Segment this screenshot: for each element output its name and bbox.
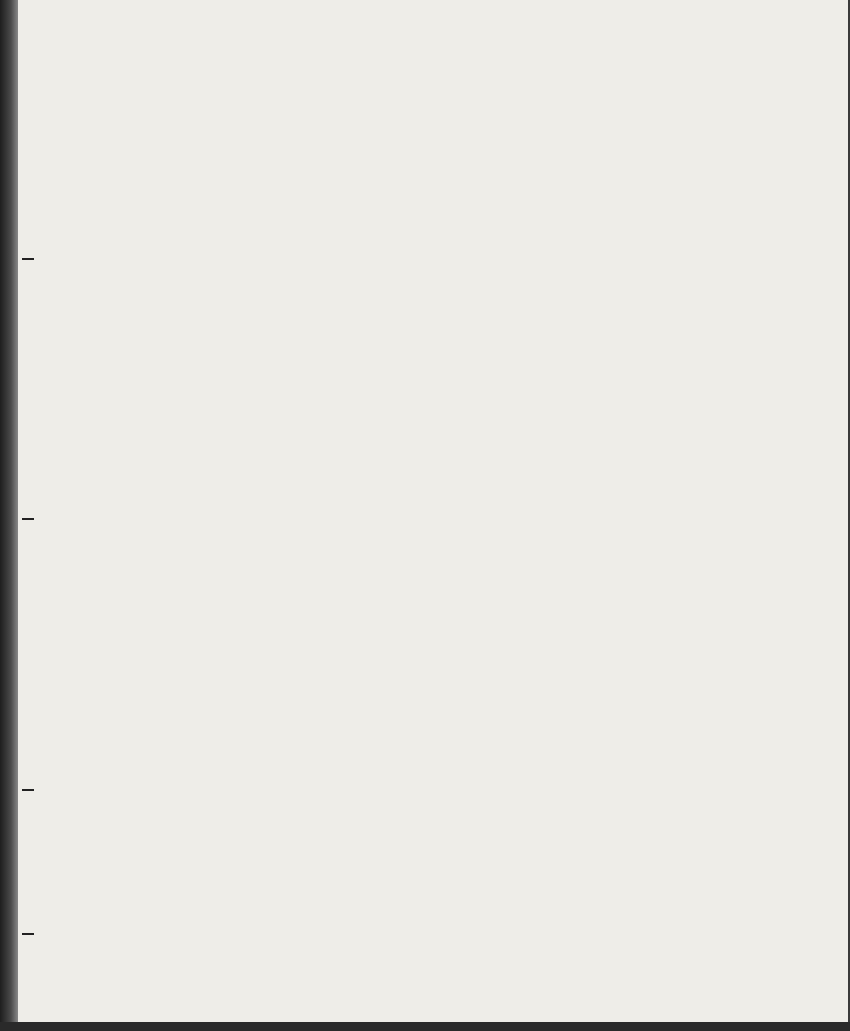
margin-mark — [22, 789, 34, 791]
margin-mark — [22, 933, 34, 935]
book-binding — [0, 0, 18, 1031]
margin-mark — [22, 518, 34, 520]
bottom-edge — [0, 1022, 850, 1031]
margin-mark — [22, 258, 34, 260]
document-page — [18, 0, 848, 1022]
